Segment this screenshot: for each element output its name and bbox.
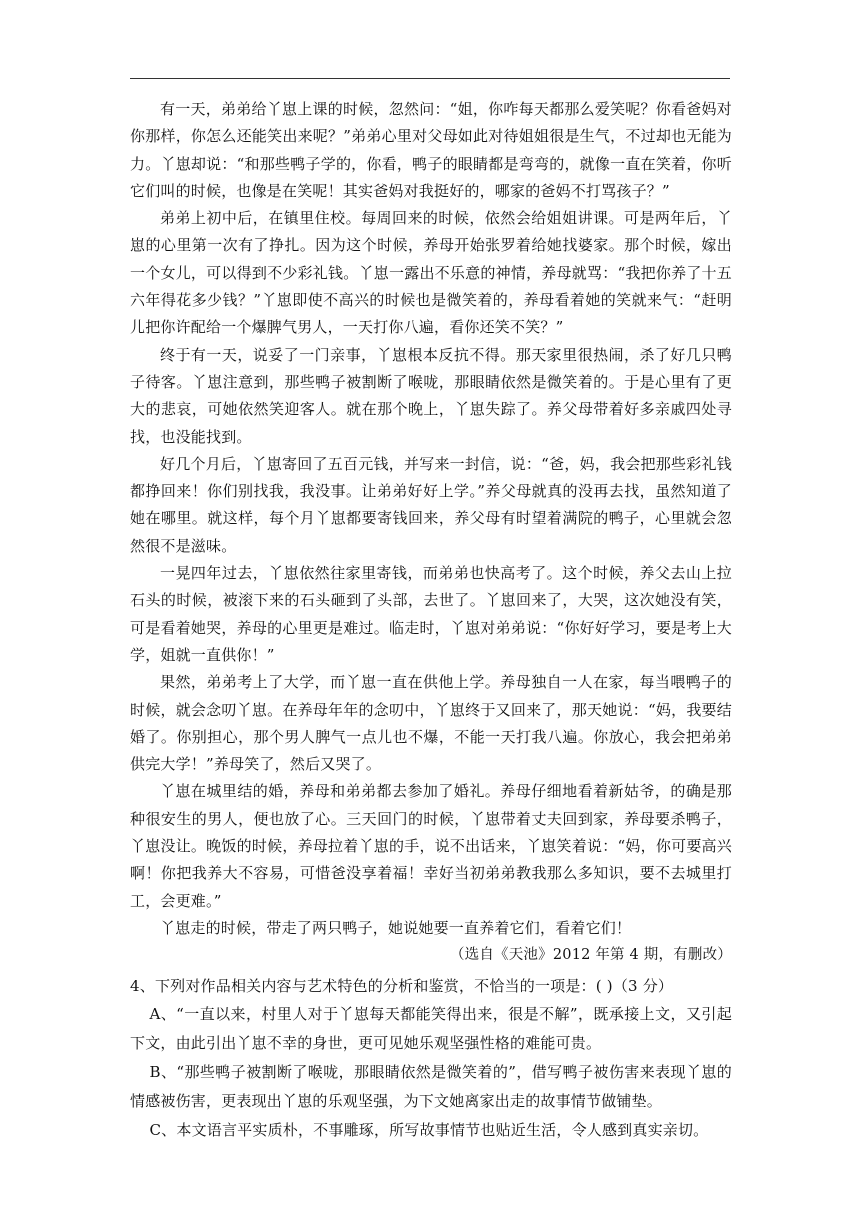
source-citation: （选自《天池》2012 年第 4 期，有删改）	[449, 947, 732, 964]
story-paragraph-2: 弟弟上初中后，在镇里住校。每周回来的时候，依然会给姐姐讲课。可是两年后，丫崽的心里第一次有了挣扎。因为这个时候，养母开始张罗着给她找婆家。那个时候，嫁出一个女儿，可以得到不少彩礼钱。丫崽一露出不乐意的神情，养母就骂：“我把你养了十五六年得花多少钱？”丫崽即使不高兴的时候也是微笑着的，养母看着她的笑就来气：“赶明儿把你许配给一个爆脾气男人，一天打你八遍，看你还笑不笑？”	[130, 209, 732, 337]
story-paragraph-4: 好几个月后，丫崽寄回了五百元钱，并写来一封信，说：“爸，妈，我会把那些彩礼钱都挣回来！你们别找我，我没事。让弟弟好好上学。”养父母就真的没再去找，虽然知道了她在哪里。就这样，每个月丫崽都要寄钱回来，养父母有时望着满院的鸭子，心里就会忽然很不是滋味。	[130, 454, 732, 555]
story-paragraph-8: 丫崽走的时候，带走了两只鸭子，她说她要一直养着它们，看着它们！	[160, 918, 632, 937]
document-body	[130, 96, 732, 1145]
story-paragraph-3: 终于有一天，说妥了一门亲事，丫崽根本反抗不得。那天家里很热闹，杀了好几只鸭子待客。丫崽注意到，那些鸭子被割断了喉咙，那眼睛依然是微笑着的。于是心里有了更大的悲哀，可她依然笑迎客人。就在那个晚上，丫崽失踪了。养父母带着好多亲戚四处寻找，也没能找到。	[130, 345, 732, 446]
story-paragraph-6: 果然，弟弟考上了大学，而丫崽一直在供他上学。养母独自一人在家，每当喂鸭子的时候，就会念叨丫崽。在养母年年的念叨中，丫崽终于又回来了，那天她说：“妈，我要结婚了。你别担心，那个男人脾气一点儿也不爆，不能一天打我八遍。你放心，我会把弟弟供完大学！”养母笑了，然后又哭了。	[130, 673, 732, 774]
story-paragraph-7: 丫崽在城里结的婚，养母和弟弟都去参加了婚礼。养母仔细地看着新姑爷，的确是那种很安生的男人，便也放了心。三天回门的时候，丫崽带着丈夫回到家，养母要杀鸭子，丫崽没让。晚饭的时候，养母拉着丫崽的手，说不出话来，丫崽笑着说：“妈，你可要高兴啊！你把我养大不容易，可惜爸没享着福！幸好当初弟弟教我那么多知识，要不去城里打工，会更难。”	[130, 782, 732, 910]
header-rule	[130, 78, 730, 79]
question-stem: 4、下列对作品相关内容与艺术特色的分析和鉴赏，不恰当的一项是：( )（3 分）	[130, 977, 674, 996]
story-paragraph-5: 一晃四年过去，丫崽依然往家里寄钱，而弟弟也快高考了。这个时候，养父去山上拉石头的时候，被滚下来的石头砸到了头部，去世了。丫崽回来了，大哭，这次她没有笑，可是看着她哭，养母的心里更是难过。临走时，丫崽对弟弟说：“你好好学习，要是考上大学，姐就一直供你！”	[130, 564, 732, 664]
option-a: A、“一直以来，村里人对于丫崽每天都能笑得出来，很是不解”，既承接上文，又引起下文，由此引出丫崽不幸的身世，更可见她乐观坚强性格的难能可贵。	[130, 1005, 732, 1053]
option-b: B、“那些鸭子被割断了喉咙，那眼睛依然是微笑着的”，借写鸭子被伤害来表现丫崽的情感被伤害，更表现出丫崽的乐观坚强，为下文她离家出走的故事情节做铺垫。	[130, 1063, 732, 1111]
option-c: C、本文语言平实质朴，不事雕琢，所写故事情节也贴近生活，令人感到真实亲切。	[149, 1121, 709, 1140]
story-paragraph-1: 有一天，弟弟给丫崽上课的时候，忽然问：“姐，你咋每天都那么爱笑呢？你看爸妈对你那样，你怎么还能笑出来呢？”弟弟心里对父母如此对待姐姐很是生气，不过却也无能为力。丫崽却说：“和那些鸭子学的，你看，鸭子的眼睛都是弯弯的，就像一直在笑着，你听它们叫的时候，也像是在笑呢！其实爸妈对我挺好的，哪家的爸妈不打骂孩子？”	[130, 100, 732, 200]
